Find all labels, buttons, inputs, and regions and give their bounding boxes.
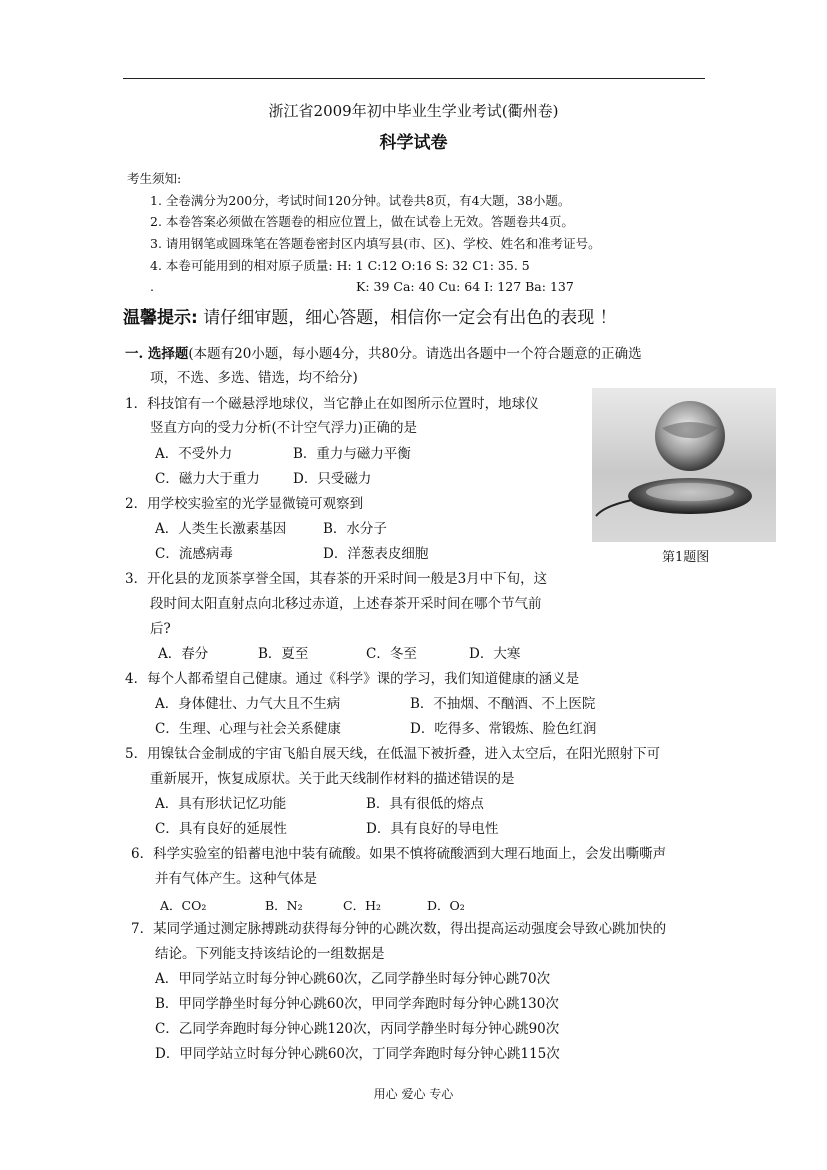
q2-option-d: D．洋葱表皮细胞	[323, 546, 429, 562]
q4-option-c: C．生理、心理与社会关系健康	[155, 721, 341, 737]
q1-option-b: B．重力与磁力平衡	[293, 446, 411, 462]
exam-subtitle: 科学试卷	[379, 133, 448, 153]
section-1-desc: (本题有20小题，每小题4分，共80分。请选出各题中一个符合题意的正确选	[188, 346, 642, 362]
q3-line-1: 3．开化县的龙顶茶享誉全国，其春茶的开采时间一般是3月中下旬，这	[125, 571, 548, 587]
q1-option-c: C．磁力大于重力	[155, 471, 260, 487]
q7-line-2: 结论。下列能支持该结论的一组数据是	[155, 946, 385, 962]
q4-option-b: B．不抽烟、不酗酒、不上医院	[410, 696, 596, 712]
q2-option-a: A．人类生长激素基因	[155, 521, 287, 537]
q3-option-c: C．冬至	[366, 646, 417, 662]
q5-option-a: A．具有形状记忆功能	[155, 796, 287, 812]
maglev-globe-figure	[592, 388, 776, 542]
q3-option-a: A．春分	[158, 646, 209, 662]
q5-line-1: 5．用镍钛合金制成的宇宙飞船自展天线，在低温下被折叠，进入太空后，在阳光照射下可	[125, 746, 661, 762]
notice-item-4-cont: K: 39 Ca: 40 Cu: 64 I: 127 Ba: 137	[356, 279, 574, 294]
q6-option-c: C．H₂	[343, 898, 381, 913]
q7-line-1: 7．某同学通过测定脉搏跳动获得每分钟的心跳次数，得出提高运动强度会导致心跳加快的	[131, 921, 667, 937]
notice-item-4-dot: .	[150, 279, 154, 294]
q1-line-1: 1．科技馆有一个磁悬浮地球仪，当它静止在如图所示位置时，地球仪	[125, 396, 539, 412]
notice-item-3: 3. 请用钢笔或圆珠笔在答题卷密封区内填写县(市、区)、学校、姓名和准考证号。	[150, 236, 601, 251]
notice-heading: 考生须知:	[127, 171, 182, 186]
figure-caption: 第1题图	[662, 550, 710, 565]
page-footer: 用心 爱心 专心	[373, 1087, 454, 1101]
header-rule	[123, 78, 705, 79]
notice-item-1: 1. 全卷满分为200分，考试时间120分钟。试卷共8页，有4大题，38小题。	[150, 193, 571, 208]
section-1-desc-2: 项，不选、多选、错选，均不给分)	[150, 370, 358, 386]
q2-option-c: C．流感病毒	[155, 546, 233, 562]
q2-option-b: B．水分子	[323, 521, 387, 537]
q4-option-d: D．吃得多、常锻炼、脸色红润	[410, 721, 597, 737]
q7-option-d: D．甲同学站立时每分钟心跳60次，丁同学奔跑时每分钟心跳115次	[155, 1046, 560, 1062]
q3-option-d: D．大寒	[469, 646, 521, 662]
section-1-heading: 一. 选择题	[125, 346, 189, 362]
q4-option-a: A．身体健壮、力气大且不生病	[155, 696, 341, 712]
q6-option-d: D．O₂	[427, 898, 465, 913]
q7-option-c: C．乙同学奔跑时每分钟心跳120次，丙同学静坐时每分钟心跳90次	[155, 1021, 560, 1037]
notice-item-2: 2. 本卷答案必须做在答题卷的相应位置上，做在试卷上无效。答题卷共4页。	[150, 214, 574, 229]
warm-tip-text: 请仔细审题，细心答题，相信你一定会有出色的表现 ！	[203, 308, 617, 328]
q2-line-1: 2．用学校实验室的光学显微镜可观察到	[125, 496, 364, 512]
q5-line-2: 重新展开，恢复成原状。关于此天线制作材料的描述错误的是	[150, 771, 515, 787]
maglev-globe-illustration	[592, 388, 776, 542]
q5-option-d: D．具有良好的导电性	[366, 821, 499, 837]
warm-tip	[123, 310, 617, 326]
exam-title: 浙江省2009年初中毕业生学业考试(衢州卷)	[268, 102, 559, 120]
warm-tip-label: 温馨提示:	[123, 308, 198, 328]
q5-option-c: C．具有良好的延展性	[155, 821, 287, 837]
q1-option-a: A．不受外力	[155, 446, 233, 462]
q6-line-1: 6．科学实验室的铅蓄电池中装有硫酸。如果不慎将硫酸洒到大理石地面上，会发出嘶嘶声	[131, 846, 667, 862]
q3-line-2: 段时间太阳直射点向北移过赤道，上述春茶开采时间在哪个节气前	[150, 596, 542, 612]
q3-line-3: 后?	[150, 621, 171, 637]
q4-line-1: 4．每个人都希望自己健康。通过《科学》课的学习，我们知道健康的涵义是	[125, 671, 580, 687]
q7-option-b: B．甲同学静坐时每分钟心跳60次，甲同学奔跑时每分钟心跳130次	[155, 996, 559, 1012]
q3-option-b: B．夏至	[258, 646, 309, 662]
q6-line-2: 并有气体产生。这种气体是	[155, 871, 317, 887]
q6-option-b: B．N₂	[265, 898, 303, 913]
q1-line-2: 竖直方向的受力分析(不计空气浮力)正确的是	[150, 420, 418, 436]
q7-option-a: A．甲同学站立时每分钟心跳60次，乙同学静坐时每分钟心跳70次	[155, 971, 551, 987]
q6-option-a: A．CO₂	[160, 898, 207, 913]
notice-item-4: 4. 本卷可能用到的相对原子质量: H: 1 C:12 O:16 S: 32 C1: 35. 5	[150, 258, 530, 273]
section-1-header	[125, 346, 642, 362]
q5-option-b: B．具有很低的熔点	[366, 796, 484, 812]
q1-option-d: D．只受磁力	[293, 471, 372, 487]
